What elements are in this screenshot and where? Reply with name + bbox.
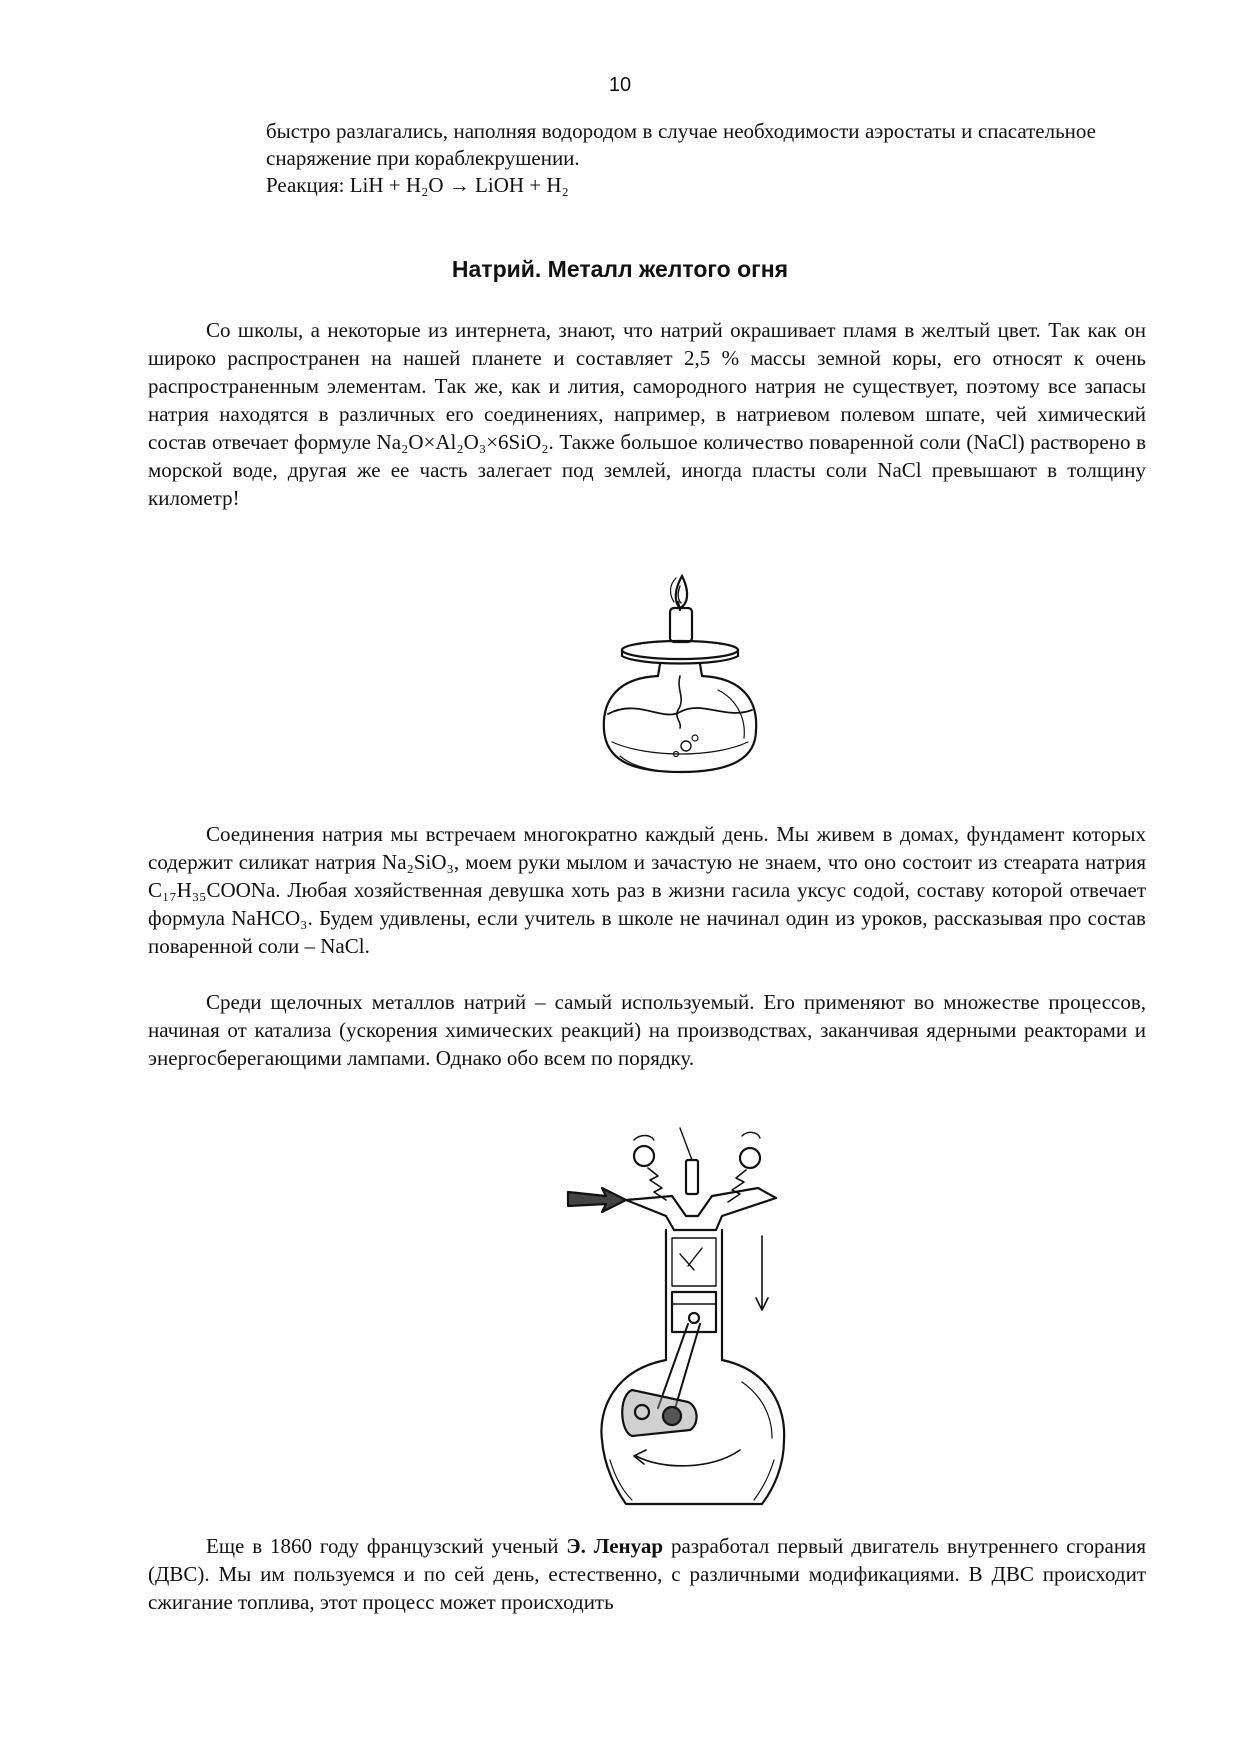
p2-text-c: . Любая хозяйственная девушка хоть раз в жизни гасила уксус содой, составу которой отвечает формула bbox=[148, 878, 1146, 930]
scientist-name: Э. Ленуар bbox=[566, 1534, 664, 1558]
p2-text-b: , моем руки мылом и зачастую не знаем, что оно состоит из стеарата натрия bbox=[453, 850, 1147, 874]
down-arrow-icon bbox=[756, 1236, 768, 1310]
p1-text-a: Со школы, а некоторые из интернета, знают, что натрий окрашивает пламя в желтый цвет. Так как он широко распространен на нашей планете и составляет 2,5 % массы земной коры, его относят к очень распространенным элементам. Так же, как и лития, самородного натрия не существует, поэтому все запасы натрия находятся в различных его соединениях, например, в натриевом полевом шпате, чей химический состав отвечает формуле bbox=[148, 318, 1146, 454]
reaction-label: Реакция: bbox=[266, 173, 345, 197]
p2-text-d: . Будем удивлены, если учитель в школе не начинал один из уроков, рассказывая про состав поваренной соли – NaCl. bbox=[148, 906, 1146, 958]
p4-text-b: разработал первый двигатель внутреннего сгорания (ДВС). Мы им пользуемся и по сей день, естественно, с различными модификациями. В ДВС происходит сжигание топлива, этот процесс может происходить bbox=[148, 1534, 1146, 1614]
paragraph-3: Среди щелочных металлов натрий – самый используемый. Его применяют во множестве процессов, начиная от катализа (ускорения химических реакций) на производствах, заканчивая ядерными реакторами и энергосберегающими лампами. Однако обо всем по порядку. bbox=[148, 990, 1146, 1070]
top-block bbox=[266, 118, 1096, 199]
p4-text-a: Еще в 1860 году французский ученый bbox=[206, 1534, 567, 1558]
paragraph-1 bbox=[148, 316, 1146, 512]
sodium-stearate-formula: C₁₇H₃₅COONa bbox=[148, 878, 276, 902]
section-heading: Натрий. Металл желтого огня bbox=[451, 256, 789, 282]
page-number: 10 bbox=[608, 74, 632, 96]
spirit-lamp-illustration bbox=[598, 572, 762, 788]
p2-text-a: Соединения натрия мы встречаем многократно каждый день. Мы живем в домах, фундамент которых содержит силикат натрия bbox=[148, 822, 1146, 874]
top-paragraph: быстро разлагались, наполняя водородом в случае необходимости аэростаты и спасательное снаряжение при кораблекрушении. bbox=[266, 119, 1096, 170]
paragraph-2 bbox=[148, 820, 1146, 960]
paragraph-4 bbox=[148, 1532, 1146, 1616]
reaction-equation: LiH + H₂O → LiOH + H₂ bbox=[349, 173, 569, 197]
feldspar-formula: Na₂O×Al₂O₃×6SiO₂ bbox=[376, 430, 549, 454]
intake-arrow-icon bbox=[568, 1188, 626, 1212]
baking-soda-formula: NaHCO₃ bbox=[231, 906, 308, 930]
sodium-silicate-formula: Na₂SiO₃ bbox=[382, 850, 454, 874]
p1-text-b: . Также большое количество поваренной соли (NaCl) растворено в морской воде, другая же ее часть залегает под землей, иногда пласты соли NaCl превышают в толщину километр! bbox=[148, 430, 1146, 510]
internal-combustion-engine-illustration bbox=[562, 1120, 812, 1510]
reaction-line bbox=[266, 172, 1096, 199]
